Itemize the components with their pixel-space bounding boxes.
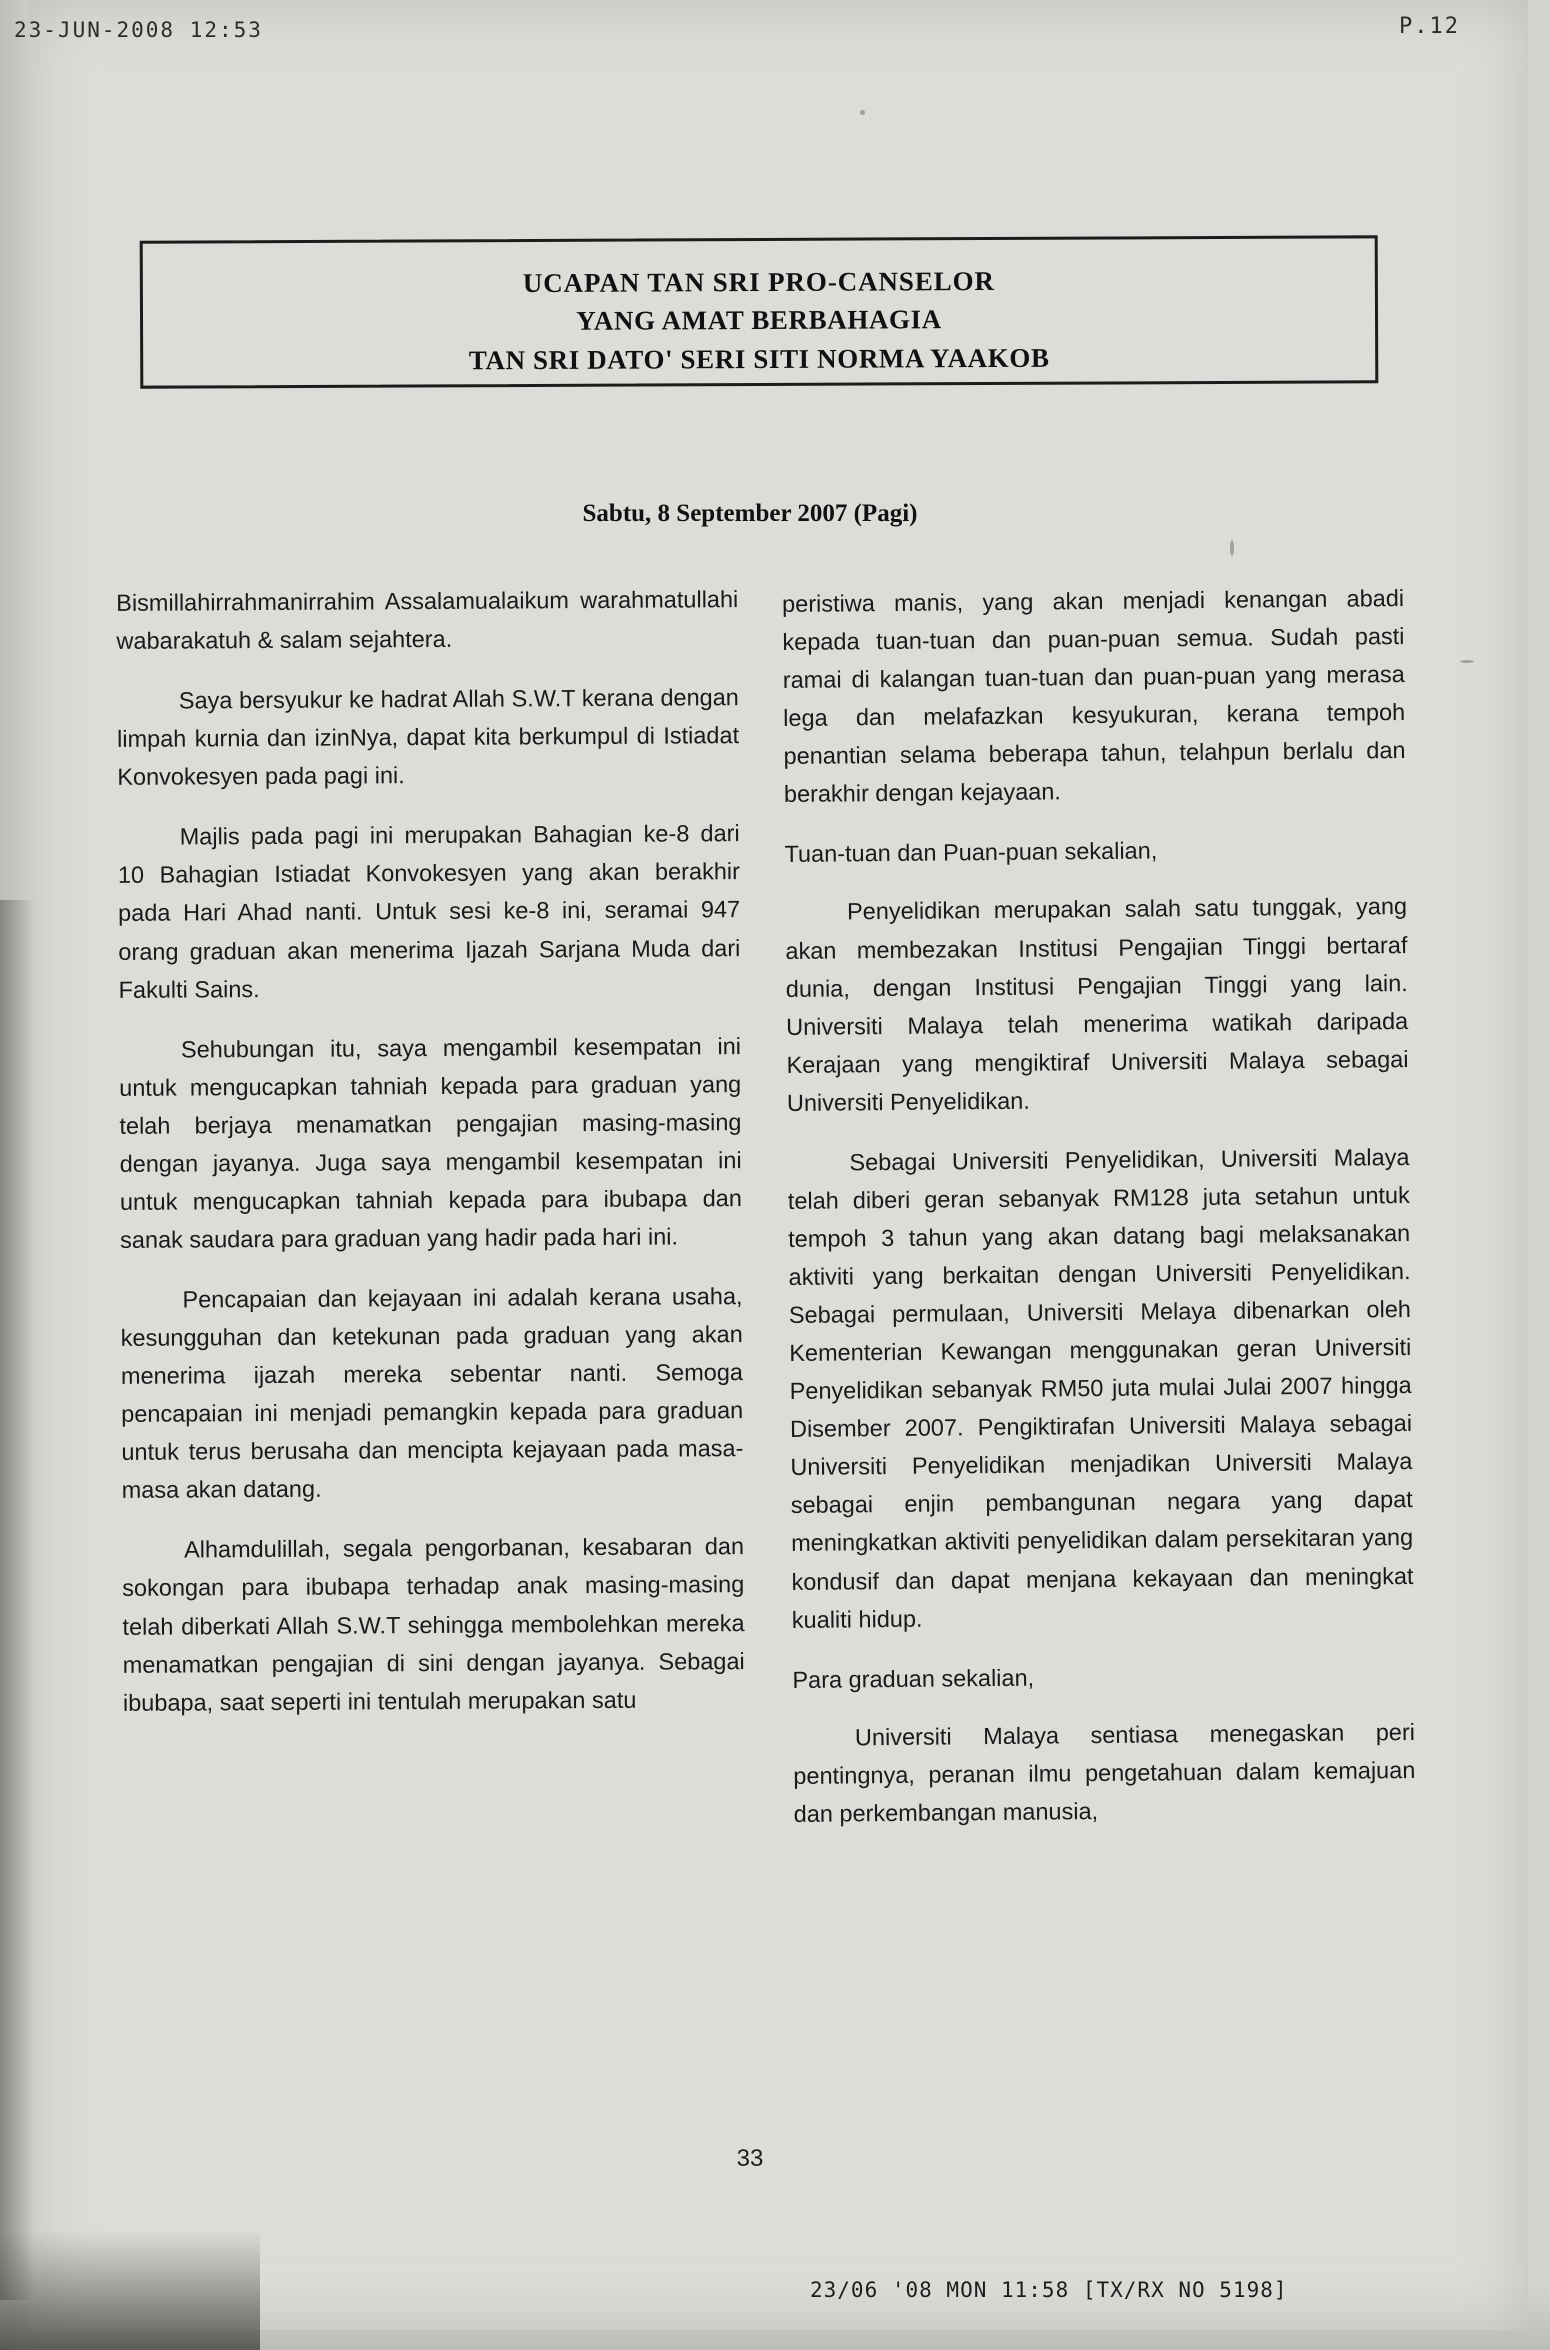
title-box (140, 235, 1379, 388)
paragraph: Alhamdulillah, segala pengorbanan, kesabaran dan sokongan para ibubapa terhadap anak masing-masing telah diberkati Allah S.W.T sehingga membolehkan mereka menamatkan pengajian di sini dengan jayanya. Sebagai ibubapa, saat seperti ini tentulah merupakan satu (122, 1533, 745, 1716)
scan-speck (1460, 660, 1474, 663)
salutation: Para graduan sekalian, (792, 1664, 1035, 1693)
paragraph: Sebagai Universiti Penyelidikan, Universiti Malaya telah diberi geran sebanyak RM128 juta setahun untuk tempoh 3 tahun yang akan datang bagi melaksanakan aktiviti yang berkaitan dengan Universiti Penyelidikan. Sebagai permulaan, Universiti Melaya dibenarkan oleh Kementerian Kewangan menggunakan geran Universiti Penyelidikan sebanyak RM50 juta mulai Julai 2007 hingga Disember 2007. Pengiktirafan Universiti Malaya sebagai Universiti Penyelidikan menjadikan Universiti Malaya sebagai enjin pembangunan negara yang dapat meningkatkan aktiviti penyelidikan dalam persekitaran yang kondusif dan dapat menjana kekayaan dan meningkat kualiti hidup. (787, 1143, 1414, 1633)
paragraph: Saya bersyukur ke hadrat Allah S.W.T kerana dengan limpah kurnia dan izinNya, dapat kita berkumpul di Istiadat Konvokesyen pada pagi ini. (116, 684, 740, 791)
page-number: 33 (736, 2145, 764, 2172)
paragraph: Majlis pada pagi ini merupakan Bahagian ke-8 dari 10 Bahagian Istiadat Konvokesyen yang akan berakhir pada Hari Ahad nanti. Untuk sesi ke-8 ini, seramai 947 orang graduan akan menerima Ijazah Sarjana Muda dari Fakulti Sains. (117, 820, 741, 1003)
title-line-3: TAN SRI DATO' SERI SITI NORMA YAAKOB (468, 342, 1050, 375)
fax-footer-transmission: 23/06 '08 MON 11:58 [TX/RX NO 5198] (810, 2278, 1288, 2302)
speech-date-subtitle: Sabtu, 8 September 2007 (Pagi) (582, 500, 918, 527)
paragraph: Universiti Malaya sentiasa menegaskan peri pentingnya, peranan ilmu pengetahuan dalam kemajuan dan perkembangan manusia, (793, 1718, 1416, 1827)
fax-page-label: P.12 (1399, 14, 1460, 39)
paragraph: Bismillahirrahmanirrahim Assalamualaikum warahmatullahi wabarakatuh & salam sejahtera. (116, 586, 739, 654)
paragraph: Pencapaian dan kejayaan ini adalah kerana usaha, kesungguhan dan ketekunan pada graduan yang akan menerima ijazah mereka sebentar nanti. Semoga pencapaian ini menjadi pemangkin kepada para graduan untuk terus berusaha dan mencipta kejayaan pada masa-masa akan datang. (120, 1283, 744, 1504)
title-text-group (143, 260, 1375, 380)
scan-smudge-left (0, 900, 34, 2300)
title-line-1: UCAPAN TAN SRI PRO-CANSELOR (522, 265, 995, 299)
scan-speck (860, 110, 865, 115)
title-line-2: YANG AMAT BERBAHAGIA (576, 304, 942, 337)
fax-header-timestamp: 23-JUN-2008 12:53 (14, 18, 263, 42)
paragraph: Sehubungan itu, saya mengambil kesempatan ini untuk mengucapkan tahniah kepada para graduan yang telah berjaya menamatkan pengajian masing-masing dengan jayanya. Juga saya mengambil kesempatan ini untuk mengucapkan tahniah kepada para ibubapa dan sanak saudara para graduan yang hadir pada hari ini. (119, 1032, 742, 1253)
right-column (782, 579, 1416, 1855)
paragraph: peristiwa manis, yang akan menjadi kenangan abadi kepada tuan-tuan dan puan-puan semua. Sudah pasti ramai di kalangan tuan-tuan dan puan-puan yang merasa lega dan melafazkan kesyukuran, kerana tempoh penantian selama beberapa tahun, telahpun berlalu dan berakhir dengan kejayaan. (781, 585, 1406, 808)
scan-speck (1230, 540, 1234, 556)
salutation: Tuan-tuan dan Puan-puan sekalian, (784, 837, 1158, 868)
left-column (116, 580, 746, 1854)
body-columns (116, 582, 1416, 1852)
scan-smudge-bottom (0, 2230, 260, 2350)
paragraph: Penyelidikan merupakan salah satu tunggak, yang akan membezakan Institusi Pengajian Tinggi bertaraf dunia, dengan Institusi Pengajian Tinggi yang lain. Universiti Malaya telah menerima watikah daripada Kerajaan yang mengiktiraf Universiti Malaya sebagai Universiti Penyelidikan. (785, 893, 1409, 1116)
